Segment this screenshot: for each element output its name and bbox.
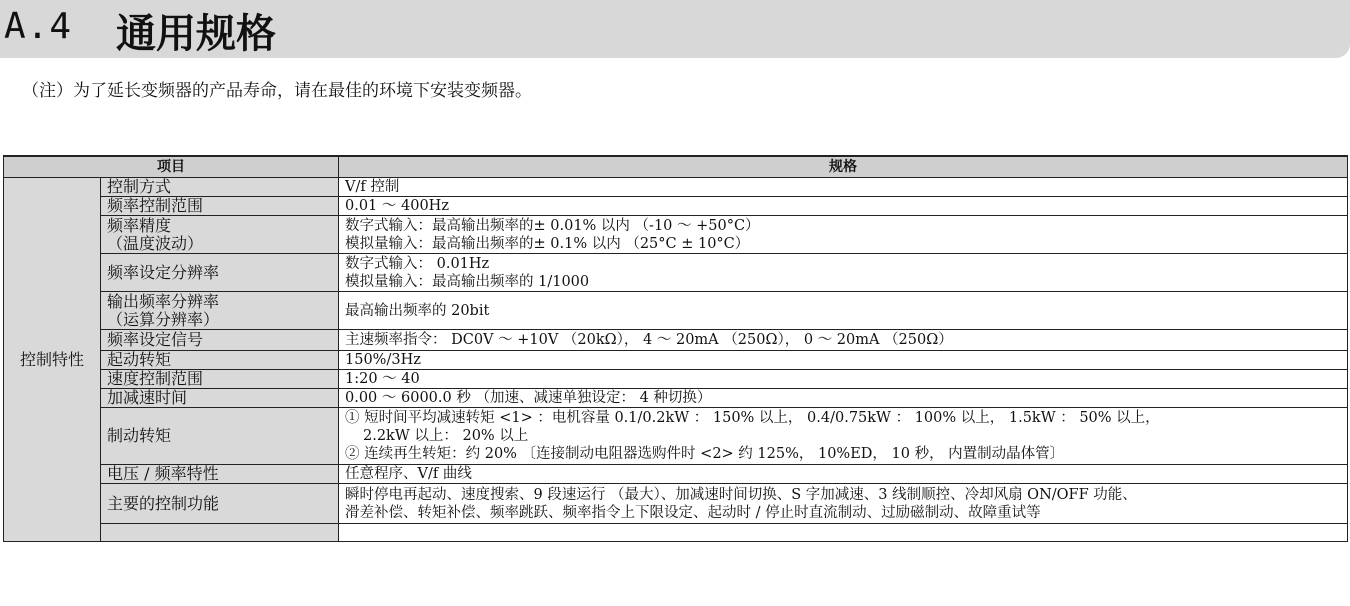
item-label: 频率设定分辨率 [107,262,220,282]
spec-line: 1:20 ～ 40 [345,371,420,387]
item-label: 频率控制范围 [107,196,204,215]
spec-table-body [4,178,1348,542]
table-row [4,178,1348,197]
table-header-row [4,156,1348,178]
item-cell [101,178,339,197]
table-row [4,254,1348,292]
item-label: 速度控制范围 [107,369,204,388]
spec-cell [339,370,1348,389]
item-label: 主要的控制功能 [107,493,220,513]
spec-line: ① 短时间平均减速转矩 <1> ：电机容量 0.1/0.2kW ： 150% 以上， 0.4/0.75kW ： 100% 以上， 1.5kW ： 50% 以上， [345,410,1160,426]
note-text: （注）为了延长变频器的产品寿命，请在最佳的环境下安装变频器。 [22,81,532,101]
item-label: 电压 / 频率特性 [107,464,219,483]
spec-line: 150%/3Hz [345,352,421,368]
item-cell [101,524,339,542]
item-cell [101,351,339,370]
col-header-item: 项目 [4,156,339,178]
item-cell [101,389,339,408]
item-label: 频率设定信号 [107,330,204,349]
spec-line: V/f 控制 [345,179,400,195]
spec-cell [339,197,1348,216]
spec-cell [339,389,1348,408]
spec-cell [339,408,1348,465]
col-header-spec: 规格 [339,156,1348,178]
table-row [4,216,1348,254]
spec-line: 模拟量输入：最高输出频率的 1/1000 [345,273,590,290]
spec-line: 瞬时停电再起动、速度搜索、9 段速运行 （最大）、加减速时间切换、S 字加减速、3 线制顺控、冷却风扇 ON/OFF 功能、 [345,486,1137,503]
spec-line: 滑差补偿、转矩补偿、频率跳跃、频率指令上下限设定、起动时 / 停止时直流制动、过励磁制动、故障重试等 [345,504,1041,521]
item-cell [101,330,339,351]
section-title: 通用规格 [116,11,276,57]
table-row [4,389,1348,408]
table-row [4,351,1348,370]
spec-table [3,155,1348,542]
spec-line: 数字式输入： 0.01Hz [345,255,490,272]
spec-line: 0.01 ～ 400Hz [345,198,449,214]
spec-line: 2.2kW 以上： 20% 以上 [363,428,529,444]
spec-cell [339,292,1348,330]
table-row [4,197,1348,216]
section-number: A.4 [4,6,73,47]
spec-line: 任意程序、V/f 曲线 [345,466,472,482]
item-label: （运算分辨率） [107,309,220,329]
table-row [4,330,1348,351]
spec-cell [339,178,1348,197]
item-cell [101,408,339,465]
table-row [4,408,1348,465]
item-label: 制动转矩 [107,426,172,445]
spec-cell [339,524,1348,542]
spec-cell [339,484,1348,524]
item-label: 频率精度 [107,215,172,235]
spec-line: 0.00 ～ 6000.0 秒 （加速、减速单独设定： 4 种切换） [345,390,712,406]
spec-cell [339,216,1348,254]
table-row-partial [4,524,1348,542]
item-cell [101,292,339,330]
spec-cell [339,465,1348,484]
item-label: 输出频率分辨率 [107,291,220,311]
item-label: 起动转矩 [107,350,172,369]
spec-cell [339,351,1348,370]
table-row [4,484,1348,524]
table-row [4,292,1348,330]
item-cell [101,484,339,524]
spec-cell [339,330,1348,351]
item-label: （温度波动） [107,233,204,253]
item-label: 控制方式 [107,177,172,196]
category-cell: 控制特性 [4,178,101,542]
spec-line: 模拟量输入：最高输出频率的± 0.1% 以内 （25°C ± 10°C） [345,235,750,252]
spec-cell [339,254,1348,292]
item-cell [101,465,339,484]
spec-line: 主速频率指令： DC0V ～ +10V （20kΩ）， 4 ～ 20mA （250Ω）， 0 ～ 20mA （250Ω） [345,332,953,348]
section-header [0,0,1350,58]
spec-line: 数字式输入：最高输出频率的± 0.01% 以内 （-10 ～ +50°C） [345,217,760,234]
table-row [4,465,1348,484]
item-cell [101,370,339,389]
table-row [4,370,1348,389]
item-cell [101,197,339,216]
item-label: 加减速时间 [107,388,188,407]
spec-line: 最高输出频率的 20bit [345,302,490,319]
item-cell [101,254,339,292]
item-cell [101,216,339,254]
spec-line: ② 连续再生转矩：约 20% 〔连接制动电阻器选购件时 <2> 约 125%， 10%ED， 10 秒， 内置制动晶体管〕 [345,446,1065,462]
